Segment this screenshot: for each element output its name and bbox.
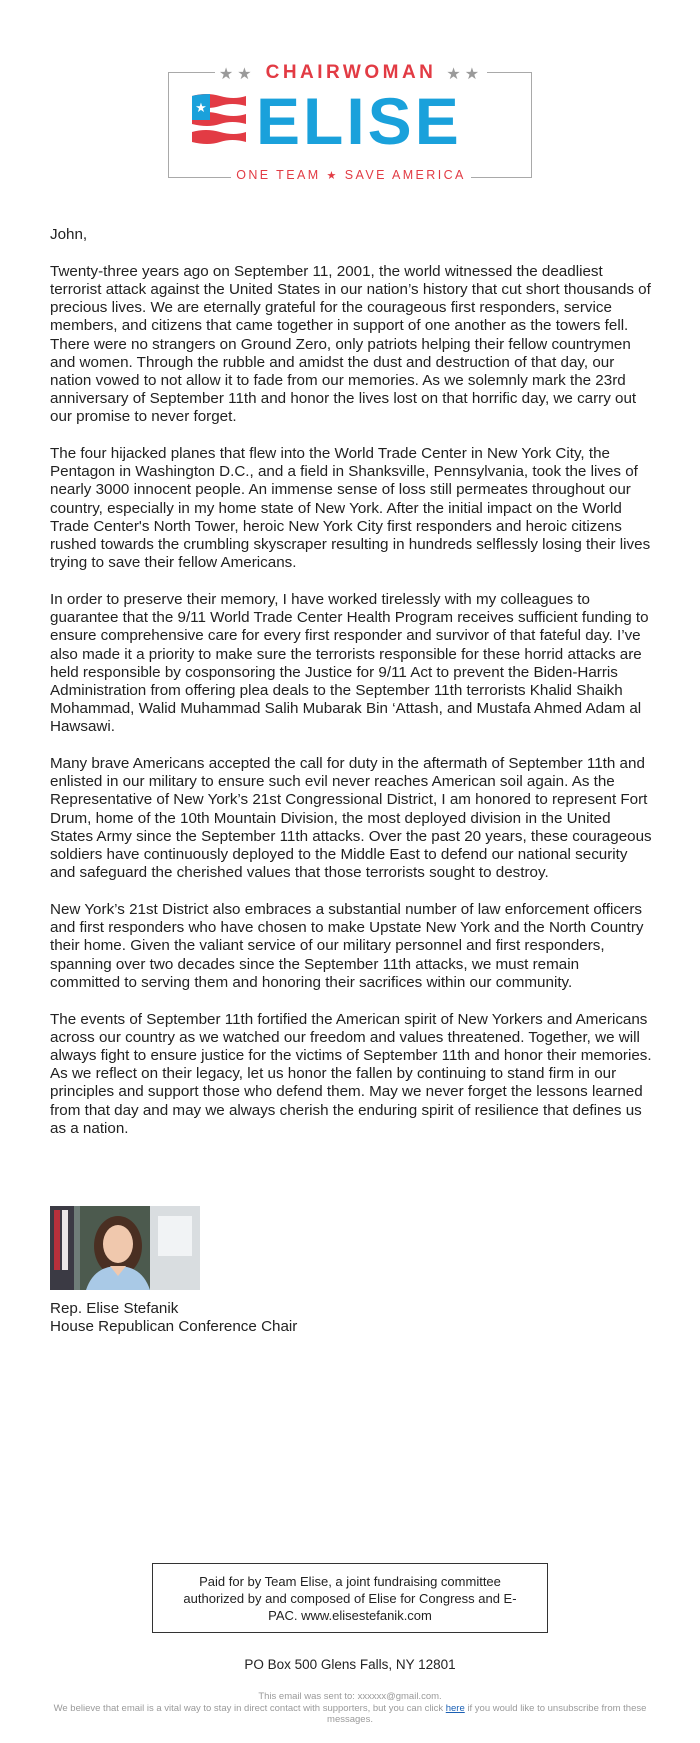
- unsubscribe-before: We believe that email is a vital way to stay in direct contact with supporters, but you can click: [53, 1702, 444, 1714]
- campaign-logo: [168, 62, 534, 180]
- portrait-photo: [50, 1206, 200, 1290]
- unsubscribe-text: [40, 1703, 660, 1726]
- logo-main-row: [190, 84, 462, 158]
- flag-e-icon: [190, 90, 248, 152]
- paragraph-1: Twenty-three years ago on September 11, 2001, the world witnessed the deadliest terrorist attack against the United States in our nation’s history that cut short thousands of precious lives. We are eternally grateful for the courageous first responders, service members, and citizens that came together in support of one another as the towers fell. There were no strangers on Ground Zero, only patriots helping their fellow countrymen and women. Through the rubble and amidst the dust and destruction of that day, our nation vowed to not allow it to fade from our memories. As we solemnly mark the 23rd anniversary of September 11th and honor the lives lost on that horrific day, we carry out our promise to never forget.: [50, 262, 651, 426]
- fine-print: [40, 1691, 660, 1726]
- logo-top-row: [168, 62, 534, 84]
- unsubscribe-after: if you would like to unsubscribe from these messages.: [327, 1702, 647, 1725]
- portrait-image: [50, 1206, 200, 1290]
- logo-tagline: [168, 166, 534, 184]
- unsubscribe-link[interactable]: here: [445, 1702, 465, 1714]
- paragraph-4: Many brave Americans accepted the call for duty in the aftermath of September 11th and enlisted in our military to ensure such evil never reaches American soil again. As the Representative of New York’s 21st Congressional District, I am honored to represent Fort Drum, home of the 10th Mountain Division, the most deployed division in the United States Army since the September 11th attacks. Over the past 20 years, these courageous soldiers have continuously deployed to the Middle East to defend our national security and safeguard the cherished values that those terrorists sought to destroy.: [50, 755, 652, 882]
- tagline-left: ONE TEAM: [236, 168, 321, 182]
- paragraph-3: In order to preserve their memory, I have worked tirelessly with my colleagues to guarantee that the 9/11 World Trade Center Health Program receives sufficient funding to ensure comprehensive care for every first responder and survivor of that fateful day. I’ve also made it a priority to make sure the terrorists responsible for these horrid attacks are held responsible by cosponsoring the Justice for 9/11 Act to prevent the Biden-Harris Administration from offering plea deals to the September 11th terrorists Khalid Shaikh Mohammad, Walid Muhammad Salih Mubarak Bin ‘Attash, and Mustafa Ahmed Adam al Hawsawi.: [50, 590, 649, 736]
- tagline-right: SAVE AMERICA: [344, 168, 466, 182]
- signature-title: House Republican Conference Chair: [50, 1318, 298, 1335]
- logo-top-text: CHAIRWOMAN: [265, 62, 437, 83]
- mailing-address: PO Box 500 Glens Falls, NY 12801: [244, 1657, 456, 1672]
- star-icons-right: ★★: [446, 63, 484, 83]
- star-icons-left: ★★: [218, 63, 256, 83]
- letter-body: [50, 226, 652, 1156]
- paragraph-2: The four hijacked planes that flew into the World Trade Center in New York City, the Pentagon in Washington D.C., and a field in Shanksville, Pennsylvania, took the lives of nearly 3000 innocent people. An immense sense of loss still permeates throughout our country, especially in my home state of New York. After the initial impact on the World Trade Center's North Tower, heroic New York City first responders and heroic citizens rushed towards the crumbling skyscraper resulting in hundreds selflessly losing their lives trying to save their fellow Americans.: [50, 445, 651, 572]
- logo-name: ELISE: [256, 84, 462, 158]
- paid-for-text: Paid for by Team Elise, a joint fundraising committee authorized by and composed of Elise for Congress and E-PAC. www.elisestefanik.com: [183, 1573, 517, 1623]
- paragraph-5: New York’s 21st District also embraces a substantial number of law enforcement officers and first responders who have chosen to make Upstate New York and the North Country their home. Given the valiant service of our military personnel and first responders, spanning over two decades since the September 11th attacks, we must remain committed to serving them and honoring their sacrifices within our community.: [50, 901, 644, 991]
- signature-name: Rep. Elise Stefanik: [50, 1300, 179, 1317]
- svg-text:★: ★: [195, 101, 207, 116]
- paragraph-6: The events of September 11th fortified the American spirit of New Yorkers and Americans across our country as we watched our freedom and values threatened. Together, we will always fight to ensure justice for the victims of September 11th and honor their memories. As we reflect on their legacy, let us honor the fallen by continuing to stand firm in our principles and support those who defend them. May we never forget the lessons learned from that day and may we always cherish the enduring spirit of resilience that defines us as a nation.: [50, 1010, 652, 1137]
- signature-block: [50, 1300, 297, 1336]
- greeting: John,: [50, 226, 88, 243]
- star-separator-icon: ★: [326, 168, 339, 182]
- paid-for-disclaimer: [152, 1563, 548, 1633]
- sent-to-text: This email was sent to: xxxxxx@gmail.com.: [258, 1691, 442, 1702]
